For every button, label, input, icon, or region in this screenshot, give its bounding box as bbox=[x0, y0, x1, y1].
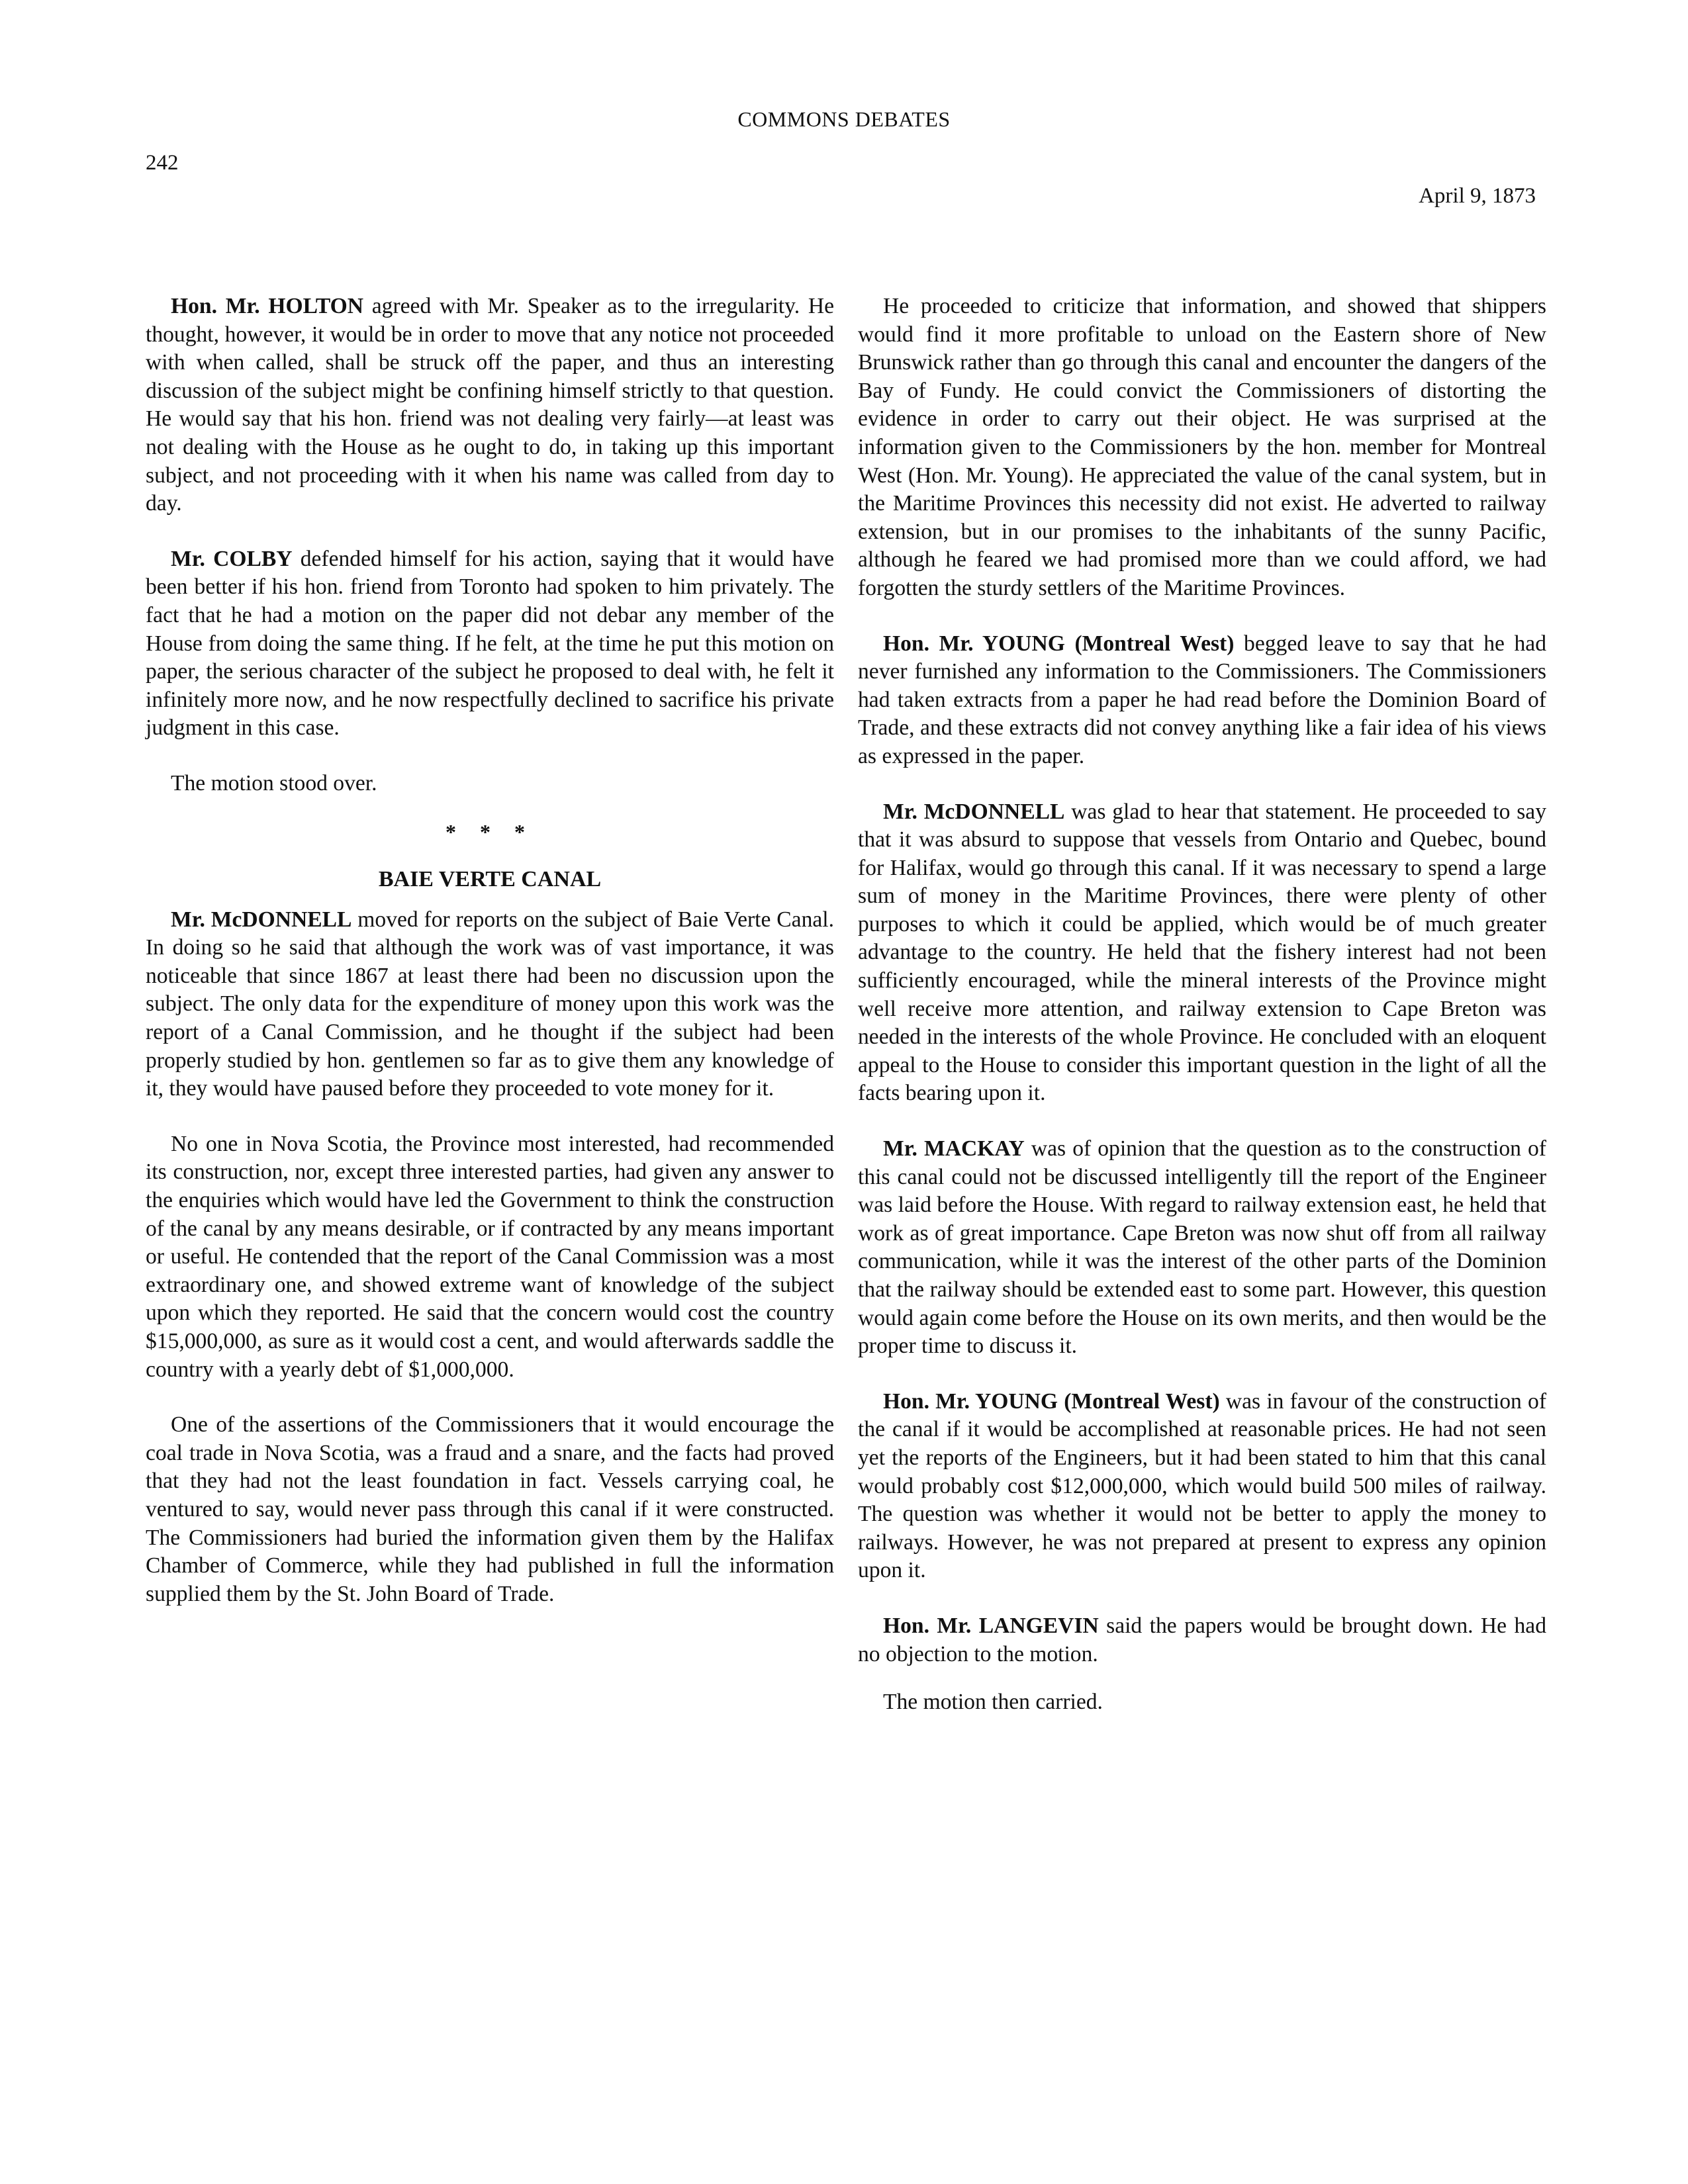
paragraph-colby bbox=[146, 545, 834, 743]
paragraph-motion-carried bbox=[858, 1688, 1546, 1717]
paragraph-mcdonnell-motion bbox=[146, 906, 834, 1103]
procedural-text: The motion then carried. bbox=[883, 1690, 1103, 1715]
speech-text: agreed with Mr. Speaker as to the irregularity. He thought, however, it would be in order to move that any notice not proceeded with when called, shall be struck off the paper, and thus an interesting discussion of the subject might be confining himself strictly to that question. He would say that his hon. friend was not dealing very fairly—at least was not dealing with the House as he ought to do, in taking up this important subject, and not proceeding with it when his name was called from day to day. bbox=[146, 294, 834, 516]
procedural-text: The motion stood over. bbox=[171, 770, 377, 796]
speech-text: was in favour of the construction of the canal if it would be accomplished at reasonable prices. He had not seen yet the reports of the Engineers, but it had been stated to him that this canal would probably cost $12,000,000, which would build 500 miles of railway. The question was whether it would not be better to apply the money to railways. However, he was not prepared at present to express any opinion upon it. bbox=[858, 1388, 1546, 1583]
section-heading: BAIE VERTE CANAL bbox=[378, 867, 602, 892]
speech-text: He proceeded to criticize that information, and showed that shippers would find it more profitable to unload on the Eastern shore of New Brunswick rather than go through this canal and encounter the dangers of the Bay of Fundy. He could convict the Commissioners of distorting the evidence in order to carry out their object. He was surprised at the information given to the Commissioners by the hon. member for Montreal West (Hon. Mr. Young). He appreciated the value of the canal system, but in the Maritime Provinces this necessity did not exist. He adverted to railway extension, but in our promises to the inhabitants of the sunny Pacific, although he feared we had promised more than we could afford, we had forgotten the sturdy settlers of the Maritime Provinces. bbox=[858, 294, 1546, 600]
speech-text: defended himself for his action, saying that it would have been better if his hon. friend from Toronto had spoken to him privately. The fact that he had a motion on the paper did not debar any member of the House from doing the same thing. If he felt, at the time he put this motion on paper, the serious character of the subject he proposed to deal with, he felt it infinitely more now, and he now respectfully declined to sacrifice his private judgment in this case. bbox=[146, 546, 834, 741]
speaker-name: Mr. McDONNELL bbox=[171, 907, 352, 932]
paragraph-mcdonnell-reply bbox=[858, 798, 1546, 1109]
speech-text: said the papers would be brought down. He had no objection to the motion. bbox=[858, 1613, 1546, 1666]
paragraph-motion-stood-over bbox=[146, 770, 834, 798]
speaker-name: Mr. COLBY bbox=[171, 546, 293, 571]
right-column bbox=[858, 293, 1546, 1744]
speaker-name: Mr. MACKAY bbox=[883, 1136, 1025, 1161]
paragraph-young-reply bbox=[858, 630, 1546, 771]
section-separator: * * * bbox=[445, 819, 534, 844]
speaker-name: Hon. Mr. LANGEVIN bbox=[883, 1613, 1099, 1638]
paragraph-langevin bbox=[858, 1612, 1546, 1668]
speaker-name: Hon. Mr. YOUNG (Montreal West) bbox=[883, 1388, 1220, 1414]
paragraph-nova-scotia bbox=[146, 1130, 834, 1384]
running-head: COMMONS DEBATES bbox=[737, 107, 951, 131]
paragraph-young-favour bbox=[858, 1388, 1546, 1585]
page-date: April 9, 1873 bbox=[1419, 184, 1536, 208]
speaker-name: Mr. McDONNELL bbox=[883, 799, 1065, 824]
speech-text: begged leave to say that he had never furnished any information to the Commissioners. The Commissioners had taken extracts from a paper he had read before the Dominion Board of Trade, and these extracts did not convey anything like a fair idea of his views as expressed in the paper. bbox=[858, 631, 1546, 768]
speech-text: moved for reports on the subject of Baie Verte Canal. In doing so he said that although the work was of vast importance, it was noticeable that since 1867 at least there had been no discussion upon the subject. The only data for the expenditure of money upon this work was the report of a Canal Commission, and he thought if the subject had been properly studied by hon. gentlemen so far as to give them any knowledge of it, they would have paused before they proceeded to vote money for it. bbox=[146, 907, 834, 1101]
page-number: 242 bbox=[146, 151, 179, 175]
left-column bbox=[146, 293, 834, 1635]
speech-text: was of opinion that the question as to the construction of this canal could not be discussed intelligently till the report of the Engineer was laid before the House. With regard to railway extension east, he held that work as of great importance. Cape Breton was now shut off from all railway communication, while it was the interest of the other parts of the Dominion that the railway should be extended east to some part. However, this question would again come before the House on its own merits, and then would be the proper time to discuss it. bbox=[858, 1136, 1546, 1359]
paragraph-mackay bbox=[858, 1135, 1546, 1361]
speech-text: No one in Nova Scotia, the Province most interested, had recommended its construction, nor, except three interested parties, had given any answer to the enquiries which would have led the Government to think the construction of the canal by any means desirable, or if contracted by any means important or useful. He contended that the report of the Canal Commission was a most extraordinary one, and showed extreme want of knowledge of the subject upon which they reported. He said that the concern would cost the country $15,000,000, as sure as it would cost a cent, and would afterwards saddle the country with a yearly debt of $1,000,000. bbox=[146, 1131, 834, 1382]
paragraph-criticize-information bbox=[858, 293, 1546, 603]
paragraph-holton bbox=[146, 293, 834, 518]
paragraph-commissioners-assertions bbox=[146, 1411, 834, 1608]
speaker-name: Hon. Mr. YOUNG (Montreal West) bbox=[883, 631, 1235, 656]
speech-text: One of the assertions of the Commissioners that it would encourage the coal trade in Nova Scotia, was a fraud and a snare, and the facts had proved that they had not the least foundation in fact. Vessels carrying coal, he ventured to say, would never pass through this canal if it were constructed. The Commissioners had buried the information given them by the Halifax Chamber of Commerce, while they had published in full the information supplied them by the St. John Board of Trade. bbox=[146, 1412, 834, 1606]
speech-text: was glad to hear that statement. He proceeded to say that it was absurd to suppose that vessels from Ontario and Quebec, bound for Halifax, would go through this canal. If it was necessary to spend a large sum of money in the Maritime Provinces, there were plenty of other purposes to which it could be applied, which would be of much greater advantage to the country. He held that the fishery interest had not been sufficiently encouraged, while the mineral interests of the Province might well receive more attention, and railway extension to Cape Breton was needed in the interests of the whole Province. He concluded with an eloquent appeal to the House to consider this important question in the light of all the facts bearing upon it. bbox=[858, 799, 1546, 1106]
speaker-name: Hon. Mr. HOLTON bbox=[171, 294, 364, 318]
